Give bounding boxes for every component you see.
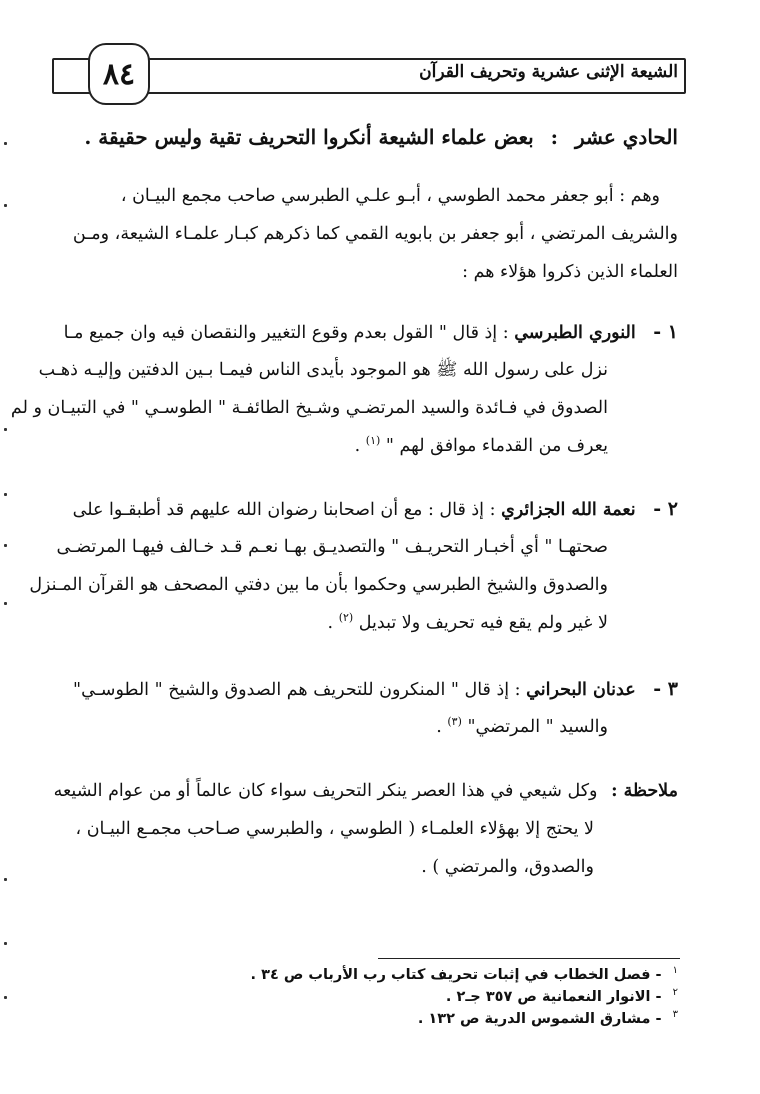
item-line: والصدوق والشيخ الطبرسي وحكموا بأن ما بين دفتي المصحف هو القرآن المـنزل bbox=[29, 575, 608, 595]
scan-speck bbox=[4, 996, 7, 999]
item-text: : إذ قال " القول بعدم وقوع التغيير والنقصان فيه وان جميع مـا bbox=[63, 323, 509, 343]
scan-speck bbox=[4, 428, 7, 431]
scan-speck bbox=[4, 493, 7, 496]
page-number: ٨٤ bbox=[88, 43, 150, 105]
item-number: ٣ - bbox=[653, 678, 678, 700]
footnote-text: - فصل الخطاب في إثبات تحريف كتاب رب الأرباب ص ٣٤ . bbox=[250, 967, 662, 983]
list-item bbox=[10, 313, 678, 465]
footnotes bbox=[78, 964, 678, 1030]
item-line: لا غير ولم يقع فيه تحريف ولا تبديل bbox=[358, 613, 608, 633]
note-line: لا يحتج إلا بهؤلاء العلمـاء ( الطوسي ، والطبرسي صـاحب مجمـع البيـان ، bbox=[75, 819, 594, 839]
intro-line: وهم : أبو جعفر محمد الطوسي ، أبـو علـي الطبرسي صاحب مجمع البيـان ، bbox=[120, 186, 660, 206]
item-line: الصدوق في فـائدة والسيد المرتضـي وشـيخ الطائفـة " الطوسـي " في التبيـان و لم bbox=[10, 398, 608, 418]
sentence-end: . bbox=[327, 613, 334, 633]
intro-line: والشريف المرتضي ، أبو جعفر بن بابويه القمي كما ذكرهم كبـار علمـاء الشيعة، ومـن bbox=[72, 224, 678, 244]
scan-speck bbox=[4, 878, 7, 881]
item-name: عدنان البحراني bbox=[526, 680, 636, 700]
footnote bbox=[78, 986, 678, 1008]
list-item bbox=[73, 670, 678, 746]
item-line: يعرف من القدماء موافق لهم " bbox=[385, 436, 608, 456]
section-heading bbox=[78, 118, 678, 156]
section-heading-text: بعض علماء الشيعة أنكروا التحريف تقية وليس حقيقة . bbox=[84, 125, 534, 149]
scan-speck bbox=[4, 602, 7, 605]
intro-paragraph bbox=[72, 177, 678, 291]
item-text: : إذ قال : مع أن اصحابنا رضوان الله عليهم قد أطبقـوا على bbox=[72, 500, 496, 520]
footnote-reference: (١) bbox=[365, 434, 381, 448]
item-line: والسيد " المرتضي" bbox=[467, 717, 608, 737]
intro-line: العلماء الذين ذكروا هؤلاء هم : bbox=[462, 262, 678, 282]
footnote bbox=[78, 964, 678, 986]
scan-speck bbox=[4, 142, 7, 145]
section-separator: : bbox=[550, 125, 559, 149]
item-text: : إذ قال " المنكرون للتحريف هم الصدوق والشيخ " الطوسـي" bbox=[73, 680, 521, 700]
list-item bbox=[29, 490, 678, 642]
scan-speck bbox=[4, 204, 7, 207]
scan-speck bbox=[4, 942, 7, 945]
footnote-reference: (٣) bbox=[447, 715, 462, 729]
section-number-label: الحادي عشر bbox=[575, 125, 678, 149]
footnote-mark: ٢ bbox=[672, 987, 678, 999]
footnote-text: - الانوار النعمانية ص ٣٥٧ جـ٢ . bbox=[445, 989, 662, 1005]
footnote-text: - مشارق الشموس الدرية ص ١٣٢ . bbox=[417, 1011, 662, 1027]
footnote-separator bbox=[378, 958, 680, 959]
item-name: نعمة الله الجزائري bbox=[501, 500, 636, 520]
sentence-end: . bbox=[354, 436, 361, 456]
footnote-reference: (٢) bbox=[338, 611, 354, 625]
item-number: ١ - bbox=[653, 321, 678, 343]
footnote bbox=[78, 1008, 678, 1030]
note-line: والصدوق، والمرتضي ) . bbox=[421, 857, 594, 877]
item-name: النوري الطبرسي bbox=[514, 323, 636, 343]
running-title: الشيعة الإثنى عشرية وتحريف القرآن bbox=[419, 62, 678, 82]
note-label: ملاحظة : bbox=[611, 781, 678, 801]
footnote-mark: ٣ bbox=[672, 1009, 678, 1021]
note-text: وكل شيعي في هذا العصر ينكر التحريف سواء كان عالماً أو من عوام الشيعه bbox=[53, 781, 598, 801]
item-number: ٢ - bbox=[653, 498, 678, 520]
item-line: صحتهـا " أي أخبـار التحريـف " والتصديـق بهـا نعـم قـد خـالف فيهـا المرتضـى bbox=[56, 537, 608, 557]
scan-speck bbox=[4, 544, 7, 547]
note-paragraph bbox=[53, 772, 678, 886]
item-line: نزل على رسول الله ﷺ هو الموجود بأيدى الناس فيمـا بـين الدفتين وإليـه ذهـب bbox=[38, 360, 608, 380]
sentence-end: . bbox=[436, 717, 442, 737]
footnote-mark: ١ bbox=[672, 965, 678, 977]
